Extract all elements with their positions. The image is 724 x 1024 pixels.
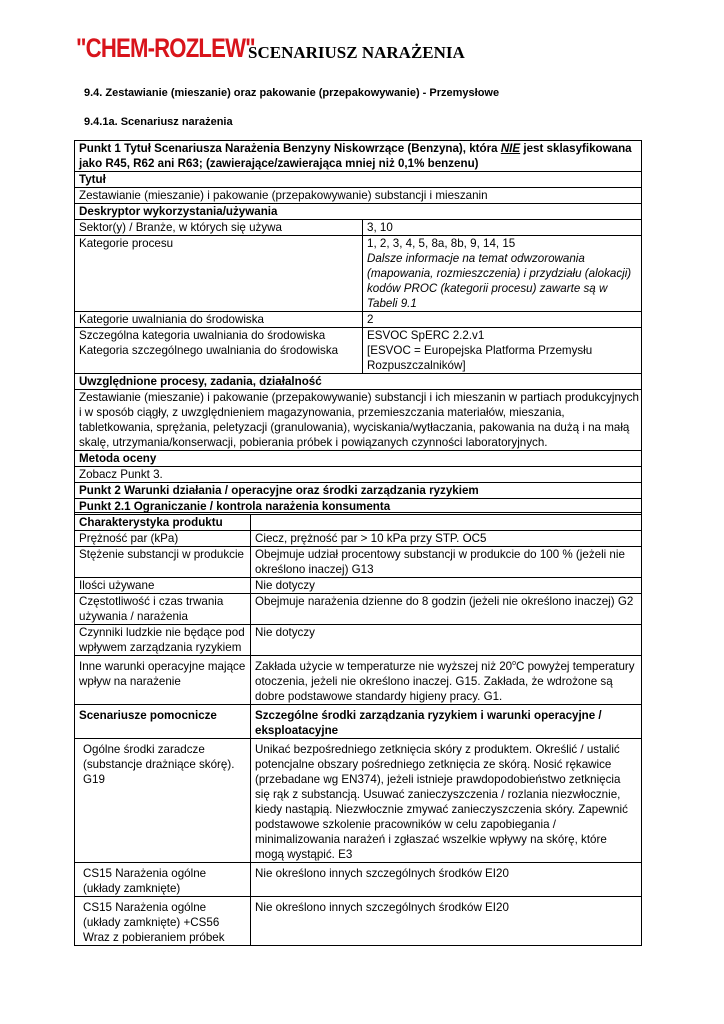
proc-value: 1, 2, 3, 4, 5, 8a, 8b, 9, 14, 15	[367, 237, 516, 250]
scenario-title-prefix: Punkt 1 Tytuł Scenariusza Narażenia Benzyny Niskowrzące (Benzyna), która	[79, 142, 501, 155]
table-row	[75, 499, 642, 515]
table-row	[75, 897, 642, 946]
scenario-table-part1	[74, 140, 642, 513]
table-row	[75, 220, 642, 236]
point2-label: Punkt 2 Warunki działania / operacyjne oraz środki zarządzania ryzykiem	[75, 483, 642, 499]
table-row	[75, 141, 642, 172]
subsection-heading: 9.4.1a. Scenariusz narażenia	[84, 116, 233, 128]
deskryptor-label: Deskryptor wykorzystania/używania	[75, 204, 642, 220]
row-value: Obejmuje udział procentowy substancji w produkcie do 100 % (jeżeli nie określono inaczej) G13	[251, 547, 642, 578]
row-label: Stężenie substancji w produkcie	[75, 547, 251, 578]
erc-label: Kategorie uwalniania do środowiska	[75, 312, 363, 328]
row-label: Ilości używane	[75, 578, 251, 594]
table-row	[75, 204, 642, 220]
spec-label: Szczególna kategoria uwalniania do środowiska Kategoria szczególnego uwalniania do środowiska	[75, 328, 363, 374]
table-row	[75, 515, 642, 531]
cs15-value: Nie określono innych szczególnych środków EI20	[251, 863, 642, 897]
table-row	[75, 863, 642, 897]
row-label: Czynniki ludzkie nie będące pod wpływem zarządzania ryzykiem	[75, 625, 251, 656]
table-row	[75, 531, 642, 547]
row-value: Nie dotyczy	[251, 578, 642, 594]
spec-cell	[363, 328, 642, 374]
scen-label: Scenariusze pomocnicze	[75, 705, 251, 739]
tytul-label: Tytuł	[75, 172, 642, 188]
company-logo: "CHEM-ROZLEW"	[76, 33, 255, 63]
table-row	[75, 656, 642, 705]
cs15-label: CS15 Narażenia ogólne (układy zamknięte)	[75, 863, 251, 897]
point21-label: Punkt 2.1 Ograniczanie / kontrola narażenia konsumenta	[75, 499, 642, 515]
sector-label: Sektor(y) / Branże, w których się używa	[75, 220, 363, 236]
g19-value: Unikać bezpośredniego zetknięcia skóry z produktem. Określić / ustalić potencjalne obszary pośredniego zetknięcia ze skórą. Nosić rękawice (przebadane wg EN374), jeżeli istnieje prawdopodobieństwo zetknięcia się rąk z substancją. Usuwać zanieczyszczenia / rozlania niezwłocznie, kiedy nastąpią. Niezwłocznie zmywać zanieczyszczenia skóry. Zapewnić podstawowe szkolenie pracowników w celu zapobiegania / minimalizowania narażeń i zgłaszać wszelkie wpływy na skórę, które mogą wystąpić. E3	[251, 739, 642, 863]
row-value: Ciecz, prężność par > 10 kPa przy STP. OC5	[251, 531, 642, 547]
table-row	[75, 390, 642, 451]
scenario-title-cell	[75, 141, 642, 172]
section-heading: 9.4. Zestawianie (mieszanie) oraz pakowanie (przepakowywanie) - Przemysłowe	[84, 87, 500, 99]
table-row	[75, 483, 642, 499]
row-value: Nie dotyczy	[251, 625, 642, 656]
cs56-label: CS15 Narażenia ogólne (układy zamknięte) +CS56 Wraz z pobieraniem próbek	[75, 897, 251, 946]
row-label: Częstotliwość i czas trwania używania / narażenia	[75, 594, 251, 625]
table-row	[75, 594, 642, 625]
method-label: Metoda oceny	[75, 451, 642, 467]
table-row	[75, 578, 642, 594]
proc-label: Kategorie procesu	[75, 236, 363, 312]
table-row	[75, 451, 642, 467]
cs56-value: Nie określono innych szczególnych środków EI20	[251, 897, 642, 946]
row-label: Prężność par (kPa)	[75, 531, 251, 547]
proc-cell	[363, 236, 642, 312]
proc-note: Dalsze informacje na temat odwzorowania (mapowania, rozmieszczenia) i przydziału (alokacji) kodów PROC (kategorii procesu) zawarte są w Tabeli 9.1	[367, 252, 632, 310]
table-row	[75, 739, 642, 863]
scenario-table-part2	[74, 498, 642, 946]
row-value: Obejmuje narażenia dzienne do 8 godzin (jeżeli nie określono inaczej) G2	[251, 594, 642, 625]
empty-cell	[251, 515, 642, 531]
degree-sup: o	[512, 660, 517, 668]
method-value: Zobacz Punkt 3.	[75, 467, 642, 483]
table-row	[75, 236, 642, 312]
processes-value: Zestawianie (mieszanie) i pakowanie (przepakowywanie) substancji i ich mieszanin w partiach produkcyjnych i w sposób ciągły, z uwzględnieniem magazynowania, przemieszczania materiałów, mieszania, tabletkowania, sprężania, peletyzacji (granulowania), wyciskania/wytłaczania, pakowania na dużą i na małą skalę, utrzymania/konserwacji, pobierania próbek i powiązanych czynności laboratoryjnych.	[75, 390, 642, 451]
sector-value: 3, 10	[363, 220, 642, 236]
table-row	[75, 625, 642, 656]
tytul-value: Zestawianie (mieszanie) i pakowanie (przepakowywanie) substancji i mieszanin	[75, 188, 642, 204]
spec-value-1: ESVOC SpERC 2.2.v1	[367, 329, 485, 342]
scen-value: Szczególne środki zarządzania ryzykiem i warunki operacyjne / eksploatacyjne	[251, 705, 642, 739]
char-label: Charakterystyka produktu	[75, 515, 251, 531]
table-row	[75, 467, 642, 483]
table-row	[75, 547, 642, 578]
table-row	[75, 705, 642, 739]
document-title: SCENARIUSZ NARAŻENIA	[248, 43, 465, 62]
table-row	[75, 374, 642, 390]
scenario-title-emphasis: NIE	[500, 142, 521, 155]
erc-value: 2	[363, 312, 642, 328]
table-row	[75, 312, 642, 328]
spec-value-2: [ESVOC = Europejska Platforma Przemysłu Rozpuszczalników]	[367, 344, 593, 372]
table-row	[75, 328, 642, 374]
inne-value-b: C powyżej temperatury otoczenia, jeżeli nie określono inaczej. G15. Zakłada, że wdrożone są dobre podstawowe standardy higieny pracy. G1.	[255, 660, 635, 703]
inne-cell	[251, 656, 642, 705]
inne-label: Inne warunki operacyjne mające wpływ na narażenie	[75, 656, 251, 705]
table-row	[75, 172, 642, 188]
g19-label: Ogólne środki zaradcze (substancje drażniące skórę). G19	[75, 739, 251, 863]
inne-value-a: Zakłada użycie w temperaturze nie wyższej niż 20	[255, 660, 513, 673]
scenario-title-suffix: jest sklasyfikowana jako R45, R62 ani R63; (zawierające/zawierająca mniej niż 0,1% benzenu)	[79, 142, 632, 170]
processes-label: Uwzględnione procesy, zadania, działalność	[75, 374, 642, 390]
table-row	[75, 188, 642, 204]
